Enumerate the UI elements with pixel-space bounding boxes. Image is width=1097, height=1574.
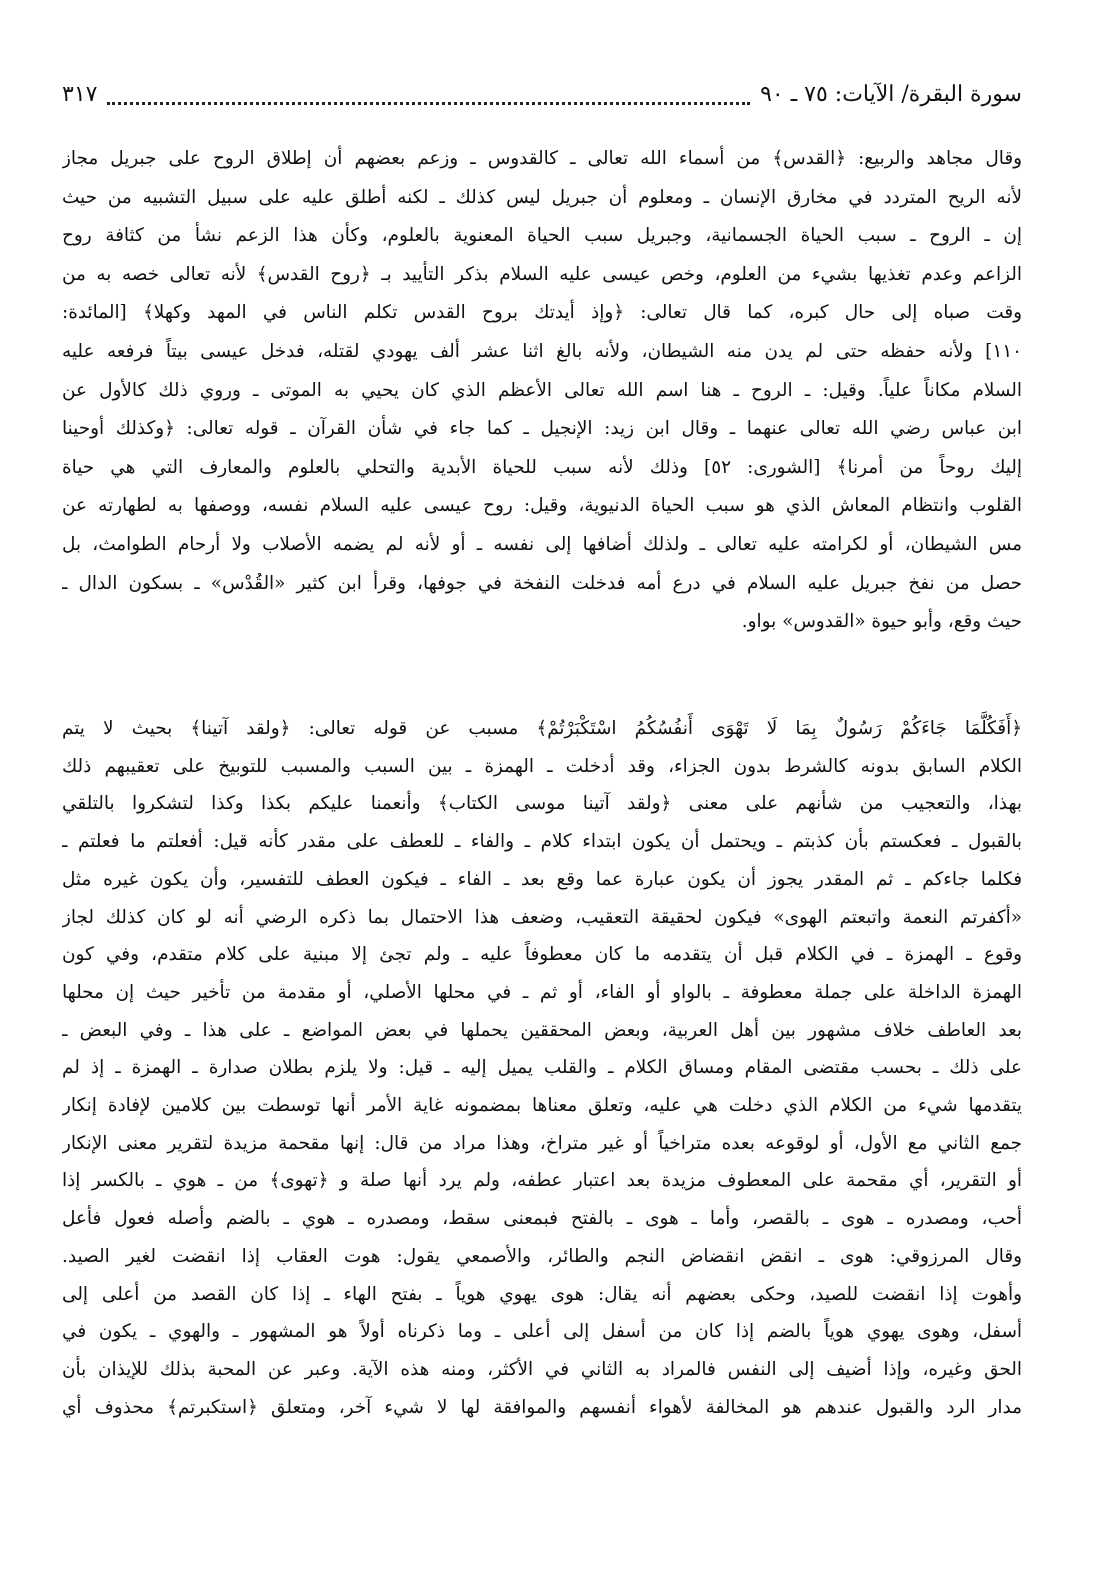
text-line: ١١٠] ولأنه حفظه حتى لم يدن منه الشيطان، ولأنه بالغ اثنا عشر ألف يهودي لقتله، فدخل عيسى بيتاً فرفعه عليه	[62, 340, 1022, 362]
text-line: حيث وقع، وأبو حيوة «القدوس» بواو.	[741, 611, 1022, 633]
text-line: «أكفرتم النعمة واتبعتم الهوى» فيكون لحقيقة التعقيب، وضعف هذا الاحتمال بما ذكره الرضي أنه لو كان كذلك لجاز	[62, 906, 1022, 928]
text-line: يتقدمها شيء من الكلام الذي دخلت هي عليه، وتعلق معناها بمضمونه غاية الأمر أنها توسطت بين كلامين لإفادة إنكار	[62, 1095, 1022, 1117]
text-line: وقال المرزوقي: هوى ـ انقض انقضاض النجم والطائر، والأصمعي يقول: هوت العقاب إذا انقضت لغير الصيد.	[62, 1245, 1022, 1267]
running-header	[62, 78, 1022, 112]
text-line: أسفل، وهوى يهوي هوياً بالضم إذا كان من أسفل إلى أعلى ـ وما ذكرناه أولاً هو المشهور ـ والهوي ـ يكون في	[62, 1321, 1022, 1343]
header-dot-leader	[107, 86, 750, 105]
text-line: فكلما جاءكم ـ ثم المقدر يجوز أن يكون عبارة عما وقع بعد ـ الفاء ـ فيكون العطف للتفسير، وأن يكون غيره مثل	[62, 868, 1022, 890]
text-line: الحق وغيره، وإذا أضيف إلى النفس فالمراد به الثاني في الأكثر، ومنه هذه الآية. وعبر عن المحبة بذلك للإيذان بأن	[62, 1358, 1022, 1380]
text-line: إليك روحاً من أمرنا﴾ [الشورى: ٥٢] وذلك لأنه سبب للحياة الأبدية والتحلي بالعلوم والمعارف التي هي حياة	[62, 456, 1022, 478]
text-line: أو التقرير، أي مقحمة على المعطوف مزيدة بعد اعتبار عطفه، ولم يرد أنها صلة و ﴿تهوى﴾ من ـ هوي ـ بالكسر إذا	[62, 1170, 1022, 1192]
text-line: وأهوت إذا انقضت للصيد، وحكى بعضهم أنه يقال: هوى يهوي هوياً ـ بفتح الهاء ـ إذا كان القصد من أعلى إلى	[62, 1283, 1022, 1305]
text-line: مس الشيطان، أو لكرامته عليه تعالى ـ ولذلك أضافها إلى نفسه ـ أو لأنه لم يضمه الأصلاب ولا أرحام الطوامث، بل	[62, 533, 1022, 555]
text-line: إن ـ الروح ـ سبب الحياة الجسمانية، وجبريل سبب الحياة المعنوية بالعلوم، وكأن هذا الزعم نشأ من كثافة روح	[62, 225, 1022, 247]
commentary-paragraph-1	[62, 140, 1022, 642]
verse-heading-line: ﴿أَفَكُلَّمَا جَاءَكُمْ رَسُولٌ بِمَا لَا تَهْوَى أَنفُسُكُمُ اسْتَكْبَرْتُمْ﴾ مسبب عن قوله تعالى: ﴿ولقد آتينا﴾ بحيث لا يتم	[62, 718, 1022, 739]
text-line: الكلام السابق بدونه كالشرط بدون الجزاء، وقد أدخلت ـ الهمزة ـ بين السبب والمسبب للتوبيخ على تعقيبهم ذلك	[62, 755, 1022, 777]
text-line: الزاعم وعدم تغذيها بشيء من العلوم، وخص عيسى عليه السلام بذكر التأييد بـ ﴿روح القدس﴾ لأنه تعالى خصه به من	[62, 263, 1022, 285]
text-line: السلام مكاناً علياً. وقيل: ـ الروح ـ هنا اسم الله تعالى الأعظم الذي كان يحيي به الموتى ـ وروي ذلك كالأول عن	[62, 379, 1022, 401]
page-number: ٣١٧	[62, 82, 98, 107]
text-line: حصل من نفخ جبريل عليه السلام في درع أمه فدخلت النفخة في جوفها، وقرأ ابن كثير «القُدْس» ـ بسكون الدال ـ	[62, 572, 1022, 594]
text-line: القلوب وانتظام المعاش الذي هو سبب الحياة الدنيوية، وقيل: روح عيسى عليه السلام نفسه، ووصفها به لطهارته عن	[62, 495, 1022, 517]
text-line: مدار الرد والقبول عندهم هو المخالفة لأهواء أنفسهم والموافقة لها لا شيء آخر، ومتعلق ﴿استكبرتم﴾ محذوف أي	[62, 1396, 1022, 1418]
text-line: الهمزة الداخلة على جملة معطوفة ـ بالواو أو الفاء، أو ثم ـ في محلها الأصلي، أو مقدمة من تأخير حيث إن محلها	[62, 981, 1022, 1003]
surah-title: سورة البقرة/ الآيات: ٧٥ ـ ٩٠	[760, 82, 1022, 107]
text-line: بالقبول ـ فعكستم بأن كذبتم ـ ويحتمل أن يكون ابتداء كلام ـ والفاء ـ للعطف على مقدر كأنه قيل: أفعلتم ما فعلتم ـ	[62, 831, 1022, 853]
text-line: ابن عباس رضي الله تعالى عنهما ـ وقال ابن زيد: الإنجيل ـ كما جاء في شأن القرآن ـ قوله تعالى: ﴿وكذلك أوحينا	[62, 418, 1022, 440]
commentary-paragraph-2	[62, 710, 1022, 1426]
text-line: أحب، ومصدره ـ هوى ـ بالقصر، وأما ـ هوى ـ بالفتح فبمعنى سقط، ومصدره ـ هوي ـ بالضم وأصله فعول فأعل	[62, 1208, 1022, 1230]
text-line: بعد العاطف خلاف مشهور بين أهل العربية، وبعض المحققين يحملها في بعض المواضع ـ على هذا ـ وفي البعض ـ	[62, 1019, 1022, 1041]
text-line: وقت صباه إلى حال كبره، كما قال تعالى: ﴿وإذ أيدتك بروح القدس تكلم الناس في المهد وكهلا﴾ [المائدة:	[62, 302, 1022, 324]
text-line: لأنه الريح المتردد في مخارق الإنسان ـ ومعلوم أن جبريل ليس كذلك ـ لكنه أطلق عليه على سبيل التشبيه من حيث	[62, 186, 1022, 208]
text-line: بهذا، والتعجيب من شأنهم على معنى ﴿ولقد آتينا موسى الكتاب﴾ وأنعمنا عليكم بكذا وكذا لتشكروا بالتلقي	[62, 793, 1022, 815]
text-line: وقال مجاهد والربيع: ﴿القدس﴾ من أسماء الله تعالى ـ كالقدوس ـ وزعم بعضهم أن إطلاق الروح على جبريل مجاز	[62, 148, 1022, 169]
text-line: جمع الثاني مع الأول، أو لوقوعه بعده متراخياً أو غير متراخ، وهذا مراد من قال: إنها مقحمة مزيدة لتقرير معنى الإنكار	[62, 1132, 1022, 1154]
text-line: على ذلك ـ بحسب مقتضى المقام ومساق الكلام ـ والقلب يميل إليه ـ قيل: ولا يلزم بطلان صدارة ـ الهمزة ـ إذ لم	[62, 1057, 1022, 1079]
text-line: وقوع ـ الهمزة ـ في الكلام قبل أن يتقدمه ما كان معطوفاً عليه ـ ولم تجئ إلا مبنية على كلام متقدم، وفي كون	[62, 944, 1022, 966]
